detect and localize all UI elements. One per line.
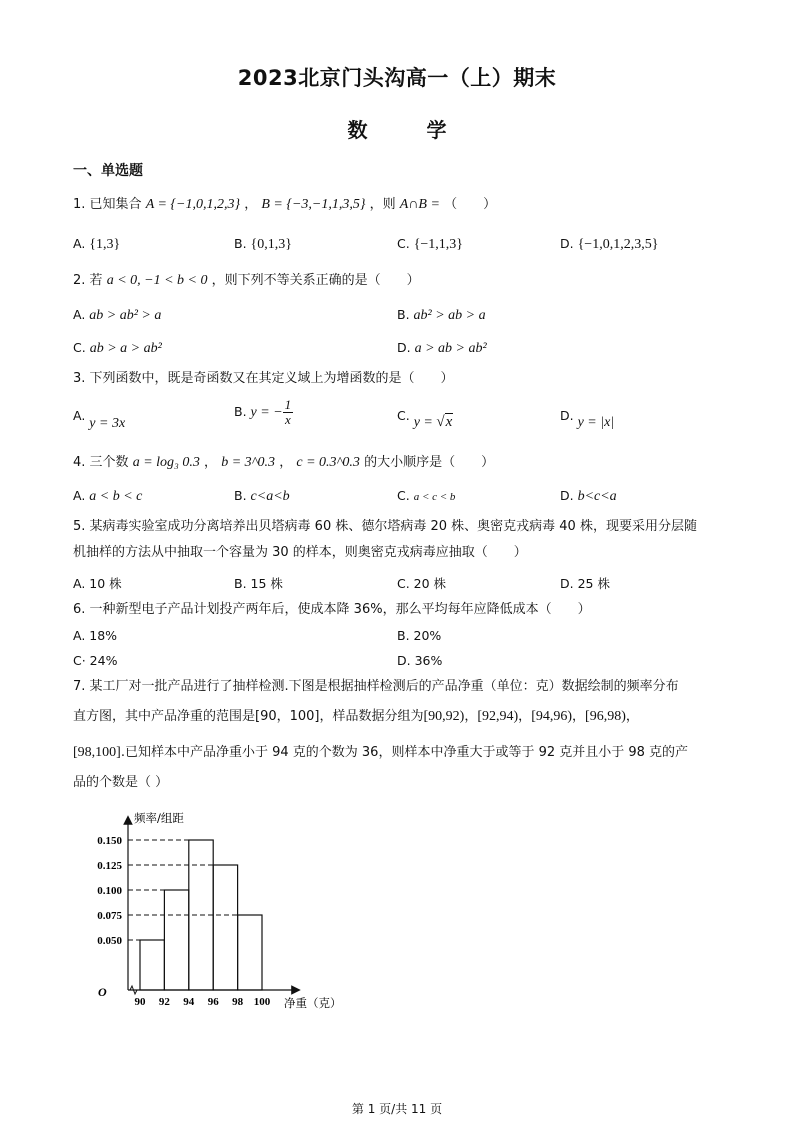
page-footer: 第 1 页/共 11 页 (351, 1102, 443, 1116)
intersection-expr: A∩B = (399, 197, 440, 212)
y-tick-label: 0.125 (97, 860, 122, 872)
q3-option-d[interactable]: D. y = |x| (560, 408, 615, 430)
q5-option-c[interactable]: C. 20 株 (397, 576, 447, 591)
q4-b: b = 3^0.3 (221, 455, 276, 470)
chart-axes (128, 820, 296, 994)
q4-c: c = 0.3^0.3 (296, 455, 360, 470)
x-tick-label: 98 (232, 996, 244, 1008)
q5-option-a[interactable]: A. 10 株 (73, 576, 122, 591)
histogram-bar (164, 890, 188, 990)
question-7-line-3: [98,100].已知样本中产品净重小于 94 克的个数为 36，则样本中净重大于或等于 92 克并且小于 98 克的产 (73, 745, 689, 760)
question-5-line-2: 机抽样的方法从中抽取一个容量为 30 的样本，则奥密克戎病毒应抽取（ ） (73, 545, 527, 560)
q3-option-b[interactable]: B. y = − $\frac{1}{x}$ (234, 397, 292, 427)
question-3-stem: 3. 下列函数中，既是奇函数又在其定义域上为增函数的是（ ） (73, 371, 454, 386)
q6-option-d[interactable]: D. 36% (397, 653, 443, 668)
question-7-line-2: 直方图，其中产品净重的范围是[90，100]，样品数据分组为[90,92)，[92,94)，[94,96)，[96,98)， (73, 709, 639, 724)
q5-option-d[interactable]: D. 25 株 (560, 576, 610, 591)
q1-option-c[interactable]: C. {−1,1,3} (397, 236, 464, 252)
q4-option-b[interactable]: B. c<a<b (234, 488, 290, 504)
section-heading: 一、单选题 (73, 163, 143, 179)
question-6-stem: 6. 一种新型电子产品计划投产两年后，使成本降 36%，那么平均每年应降低成本（ ） (73, 602, 591, 617)
y-tick-label: 0.075 (97, 910, 122, 922)
origin-label: O (98, 985, 107, 999)
question-2-stem: 2. 若 a < 0, −1 < b < 0 ，则下列不等关系正确的是（ ） (73, 273, 420, 288)
q2-option-d[interactable]: D. a > ab > ab² (397, 340, 487, 356)
q2-condition: a < 0, −1 < b < 0 (106, 273, 208, 288)
histogram-bar (238, 915, 262, 990)
q3-option-a[interactable]: A. y = 3x (73, 408, 126, 431)
q4-option-c[interactable]: C. a < c < b (397, 488, 456, 503)
q2-option-c[interactable]: C. ab > a > ab² (73, 340, 162, 356)
q1-option-a[interactable]: A. {1,3} (73, 236, 121, 252)
x-tick-label: 96 (207, 996, 219, 1008)
x-tick-label: 92 (158, 996, 170, 1008)
page-title: 2023北京门头沟高一（上）期末 (237, 66, 557, 90)
q5-option-b[interactable]: B. 15 株 (234, 576, 283, 591)
q1-option-d[interactable]: D. {−1,0,1,2,3,5} (560, 236, 659, 252)
q2-option-b[interactable]: B. ab² > ab > a (397, 307, 486, 323)
frequency-histogram (78, 808, 358, 1013)
x-axis-title: 净重（克） (284, 996, 342, 1010)
q4-option-a[interactable]: A. a < b < c (73, 488, 143, 504)
sqrt-icon: √x (436, 414, 453, 430)
question-4-stem: 4. 三个数 a = log₃ 0.3 ， b = 3^0.3 ， c = 0.3^0.3 的大小顺序是（ ） (73, 455, 495, 470)
q6-option-b[interactable]: B. 20% (397, 628, 442, 643)
fraction: $\frac{1}{x}$ (284, 397, 292, 427)
histogram-bar (213, 865, 237, 990)
q6-option-a[interactable]: A. 18% (73, 628, 118, 643)
q1-option-b[interactable]: B. {0,1,3} (234, 236, 292, 252)
subject-title: 数 学 (347, 118, 473, 142)
question-7-line-4: 品的个数是（ ） (73, 775, 169, 790)
q4-option-d[interactable]: D. b<c<a (560, 488, 617, 504)
question-1-stem: 1. 已知集合 A = {−1,0,1,2,3} ， B = {−3,−1,1,3,5} ，则 A∩B = （ ） (73, 197, 497, 212)
y-tick-label: 0.100 (97, 885, 122, 897)
histogram-bar (140, 940, 164, 990)
y-axis-title: 频率/组距 (134, 811, 184, 825)
q3-option-c[interactable]: C. y = √x (397, 408, 453, 430)
x-tick-label: 100 (253, 996, 271, 1008)
set-b: B = {−3,−1,1,3,5} (261, 197, 366, 212)
q2-option-a[interactable]: A. ab > ab² > a (73, 307, 162, 323)
q6-option-c[interactable]: C· 24% (73, 653, 118, 668)
chart-labels (97, 811, 341, 1010)
question-7-line-1: 7. 某工厂对一批产品进行了抽样检测.下图是根据抽样检测后的产品净重（单位：克）数据绘制的频率分布 (73, 679, 679, 694)
y-tick-label: 0.050 (97, 935, 122, 947)
set-a: A = {−1,0,1,2,3} (145, 197, 241, 212)
question-5-line-1: 5. 某病毒实验室成功分离培养出贝塔病毒 60 株、德尔塔病毒 20 株、奥密克戎病毒 40 株，现要采用分层随 (73, 519, 697, 534)
x-tick-label: 94 (183, 996, 195, 1008)
x-tick-label: 90 (134, 996, 146, 1008)
q4-a: a = log₃ 0.3 (132, 455, 200, 470)
y-tick-label: 0.150 (97, 835, 122, 847)
